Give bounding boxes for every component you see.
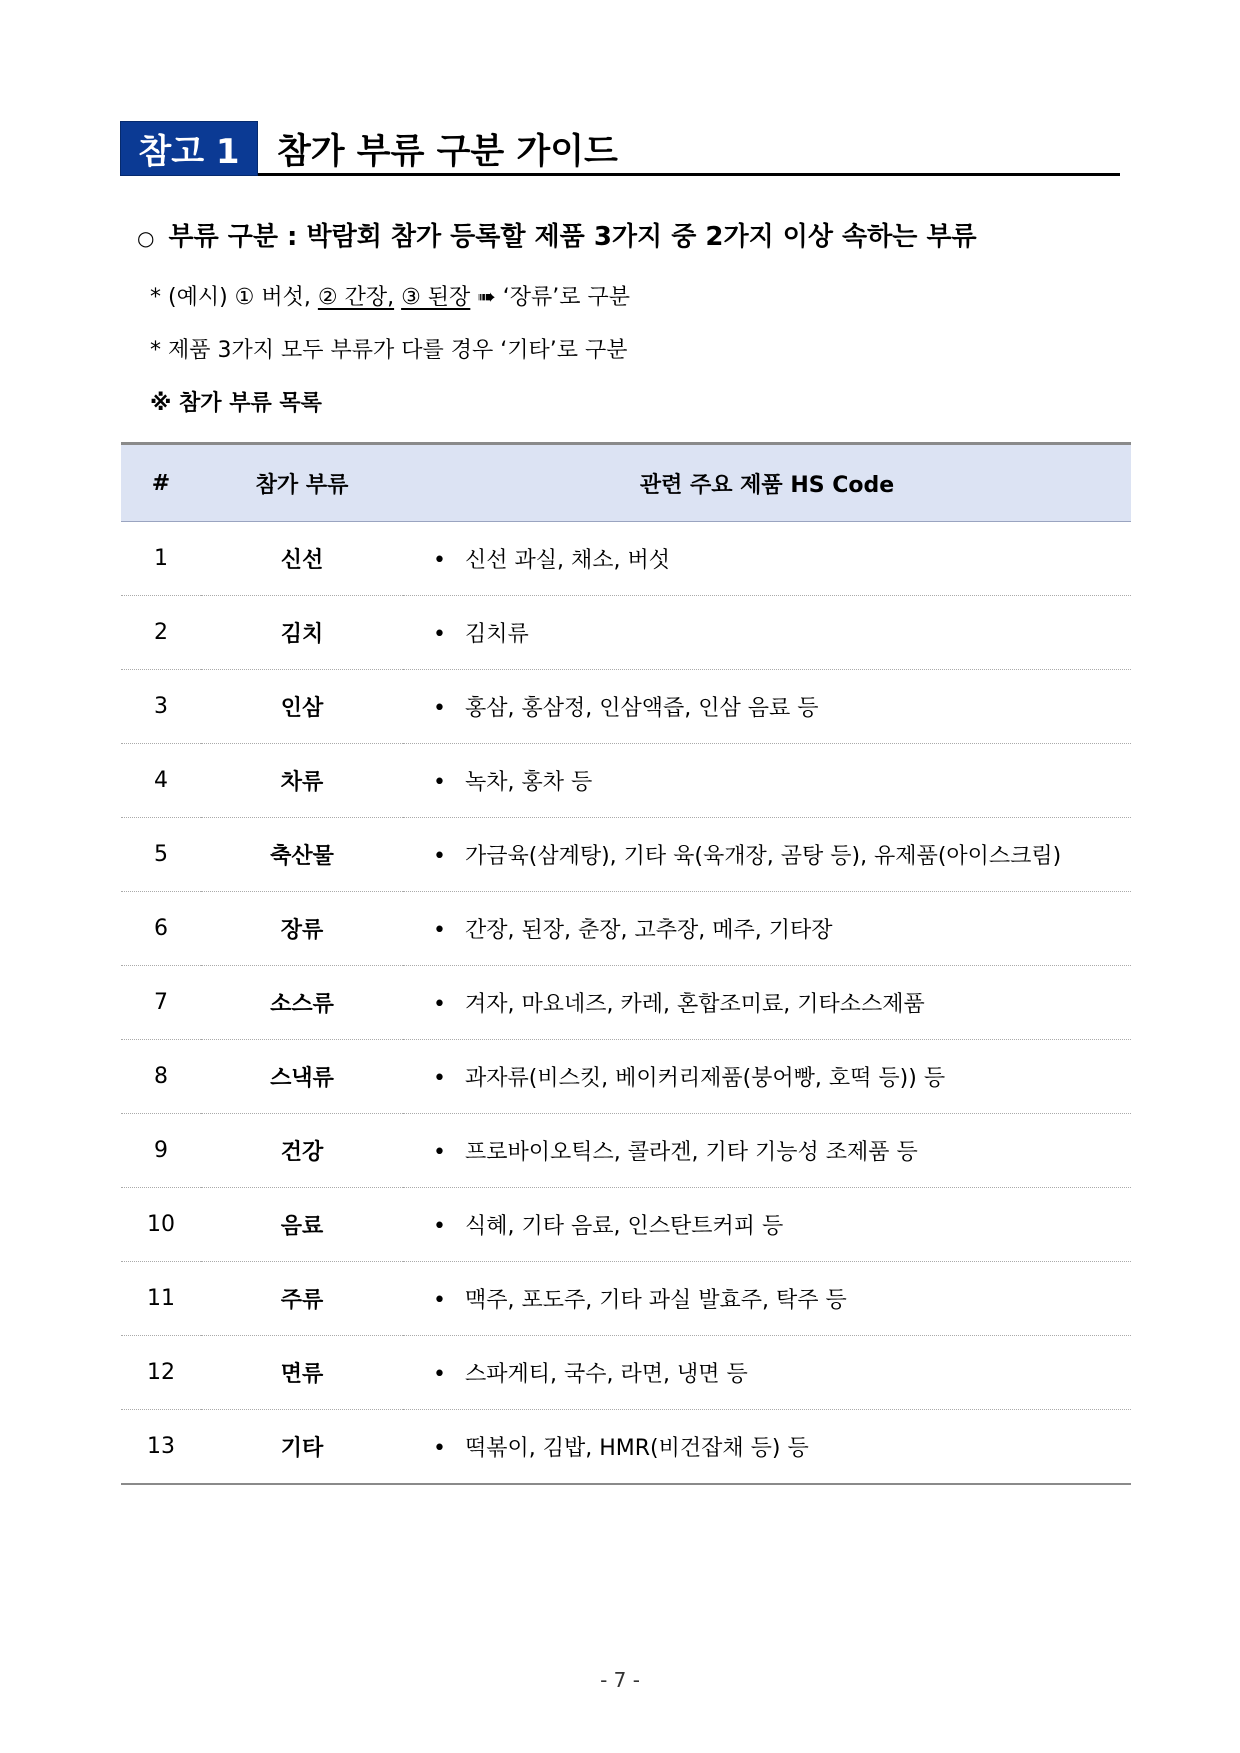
row-num: 5 [121,818,201,892]
row-category: 면류 [201,1336,403,1410]
row-num: 3 [121,670,201,744]
row-num: 9 [121,1114,201,1188]
row-products-cell [403,1114,1131,1188]
row-category: 축산물 [201,818,403,892]
row-num: 7 [121,966,201,1040]
row-products-cell [403,744,1131,818]
row-products: 겨자, 마요네즈, 카레, 혼합조미료, 기타소스제품 [465,992,925,1017]
row-num: 1 [121,522,201,596]
row-num: 12 [121,1336,201,1410]
header-num: # [151,470,171,496]
row-num: 10 [121,1188,201,1262]
bullet-icon: • [433,1214,446,1239]
row-products: 신선 과실, 채소, 버섯 [465,548,670,573]
row-category: 기타 [201,1410,403,1485]
bullet-icon: • [433,1436,446,1461]
row-category: 신선 [201,522,403,596]
table-row [121,596,1131,670]
row-category: 장류 [201,892,403,966]
row-products: 녹차, 홍차 등 [465,770,593,795]
row-num: 4 [121,744,201,818]
subtitle-text: 부류 구분 : 박람회 참가 등록할 제품 3가지 중 2가지 이상 속하는 부류 [168,222,977,252]
bullet-icon: • [433,1288,446,1313]
row-products-cell [403,818,1131,892]
table-row [121,1114,1131,1188]
row-products: 스파게티, 국수, 라면, 냉면 등 [465,1362,748,1387]
row-category: 인삼 [201,670,403,744]
page-number: - 7 - [600,1668,640,1692]
table-row [121,1262,1131,1336]
row-category: 김치 [201,596,403,670]
row-products: 가금육(삼계탕), 기타 육(육개장, 곰탕 등), 유제품(아이스크림) [465,844,1062,869]
row-products: 떡볶이, 김밥, HMR(비건잡채 등) 등 [465,1436,809,1461]
bullet-icon: • [433,844,446,869]
list-title: ※ 참가 부류 목록 [150,391,322,416]
other-rule-note: * 제품 3가지 모두 부류가 다를 경우 ‘기타’로 구분 [150,338,628,363]
bullet-icon: • [433,1066,446,1091]
row-products: 간장, 된장, 춘장, 고추장, 메주, 기타장 [465,918,833,943]
header-category: 참가 부류 [255,472,349,498]
table-row [121,818,1131,892]
example-note [150,280,630,311]
table-row [121,522,1131,596]
bullet-icon: • [433,1140,446,1165]
row-products-cell [403,1040,1131,1114]
bullet-icon: • [433,918,446,943]
bullet-icon: • [433,548,446,573]
row-products-cell [403,596,1131,670]
row-category: 차류 [201,744,403,818]
row-products: 맥주, 포도주, 기타 과실 발효주, 탁주 등 [465,1288,847,1313]
bullet-icon: • [433,696,446,721]
row-num: 8 [121,1040,201,1114]
row-category: 음료 [201,1188,403,1262]
section-badge: 참고 1 [120,121,258,176]
row-num: 11 [121,1262,201,1336]
table-row [121,1336,1131,1410]
subtitle [137,216,977,253]
table-row [121,1188,1131,1262]
row-products-cell [403,966,1131,1040]
row-products-cell [403,522,1131,596]
row-num: 13 [121,1410,201,1485]
example-item-3: ③ 된장 [401,285,471,310]
bullet-icon: • [433,622,446,647]
circle-bullet-icon: ○ [137,226,155,250]
row-products: 과자류(비스킷, 베이커리제품(붕어빵, 호떡 등)) 등 [465,1066,946,1091]
row-category: 스낵류 [201,1040,403,1114]
row-category: 주류 [201,1262,403,1336]
row-products-cell [403,1262,1131,1336]
bullet-icon: • [433,770,446,795]
row-num: 2 [121,596,201,670]
bullet-icon: • [433,992,446,1017]
table-row [121,966,1131,1040]
row-products-cell [403,892,1131,966]
bullet-icon: • [433,1362,446,1387]
title-underline [258,173,1120,176]
row-num: 6 [121,892,201,966]
row-products-cell [403,1188,1131,1262]
header-products: 관련 주요 제품 HS Code [639,472,895,498]
row-products-cell [403,1410,1131,1485]
row-category: 소스류 [201,966,403,1040]
table-row [121,744,1131,818]
table-row [121,892,1131,966]
example-item-2: ② 간장, [317,285,395,310]
table-header-row [121,444,1131,522]
row-products: 식혜, 기타 음료, 인스탄트커피 등 [465,1214,784,1239]
table-row [121,1040,1131,1114]
row-products-cell [403,1336,1131,1410]
example-prefix: * (예시) ① 버섯, [150,285,311,310]
example-result: ➠ ‘장류’로 구분 [477,285,630,310]
row-products: 김치류 [465,622,529,647]
table-row [121,1410,1131,1485]
table-row [121,670,1131,744]
row-products: 홍삼, 홍삼정, 인삼액즙, 인삼 음료 등 [465,696,819,721]
page-title: 참가 부류 구분 가이드 [277,132,618,172]
row-category: 건강 [201,1114,403,1188]
category-table [121,442,1131,1485]
row-products-cell [403,670,1131,744]
row-products: 프로바이오틱스, 콜라겐, 기타 기능성 조제품 등 [465,1140,918,1165]
